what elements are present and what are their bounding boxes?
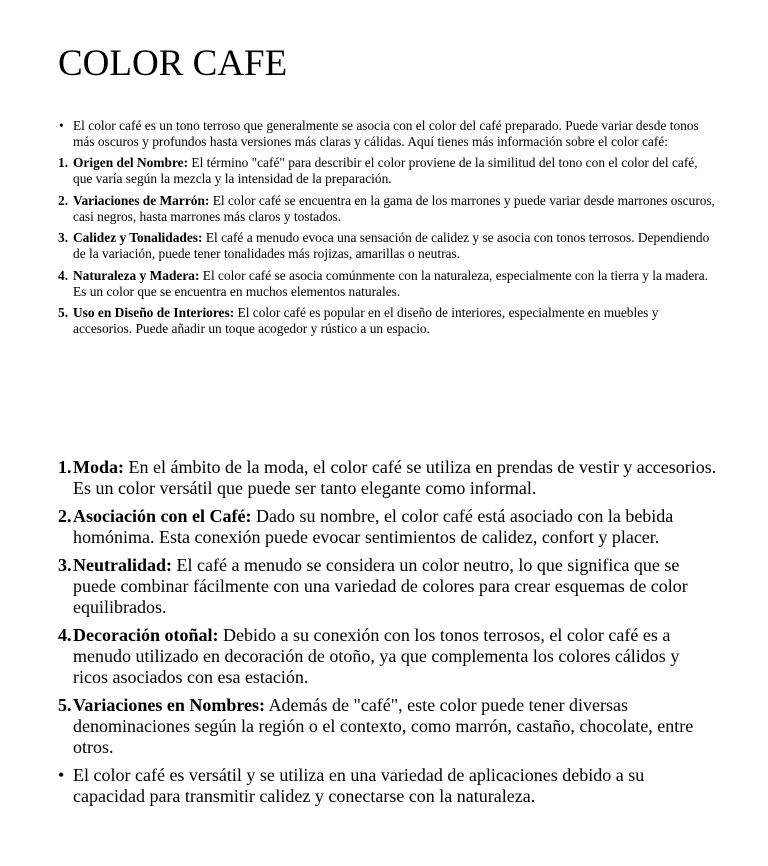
list-item [58,457,718,499]
list-term: Decoración otoñal: [73,625,219,645]
list-item [58,268,718,299]
list-item [58,305,718,336]
list-term: Naturaleza y Madera: [73,267,200,283]
list-number: 2. [58,506,72,526]
list-term: Variaciones de Marrón: [73,192,210,208]
list-item [58,625,718,688]
applications-section [58,457,718,814]
list-item [58,506,718,548]
list-text: En el ámbito de la moda, el color café se utiliza en prendas de vestir y accesorios. Es un color versátil que puede ser tanto elegante como informal. [73,457,717,498]
list-item [58,230,718,261]
list-term: Moda: [73,457,124,477]
closing-paragraph [58,765,718,807]
list-item [58,155,718,186]
list-text: El color café es popular en el diseño de interiores, especialmente en muebles y accesorios. Puede añadir un toque acogedor y rústico a un espacio. [73,305,659,337]
page-title: COLOR CAFE [58,43,288,84]
bullet-icon: • [58,765,65,785]
intro-paragraph [58,118,718,149]
list-text: El café a menudo se considera un color neutro, lo que significa que se puede combinar fácilmente con una variedad de colores para crear esquemas de color equilibrados. [73,555,688,617]
list-text: Debido a su conexión con los tonos terrosos, el color café es a menudo utilizado en decoración de otoño, ya que complementa los colores cálidos y ricos asociados con esa estación. [73,625,680,687]
list-term: Calidez y Tonalidades: [73,230,203,246]
list-number: 3. [58,555,72,575]
list-text: El color café se encuentra en la gama de los marrones y puede variar desde marrones oscuros, casi negros, hasta marrones más claros y tostados. [73,192,716,224]
list-item [58,555,718,618]
list-item [58,695,718,758]
closing-text: El color café es versátil y se utiliza en una variedad de aplicaciones debido a su capacidad para transmitir calidez y conectarse con la naturaleza. [73,765,645,806]
list-term: Variaciones en Nombres: [73,695,265,715]
list-text: El término "café" para describir el color proviene de la similitud del tono con el color del café, que varía según la mezcla y la intensidad de la preparación. [73,155,698,187]
list-text: El café a menudo evoca una sensación de calidez y se asocia con tonos terrosos. Dependiendo de la variación, puede tener tonalidades más rojizas, amarillas o neutras. [73,230,710,262]
list-text: Dado su nombre, el color café está asociado con la bebida homónima. Esta conexión puede evocar sentimientos de calidez, confort y placer. [73,506,674,547]
list-number: 1. [58,155,69,171]
list-number: 1. [58,457,72,477]
list-number: 5. [58,695,72,715]
list-number: 2. [58,192,69,208]
bullet-icon: • [59,118,64,133]
list-number: 3. [58,230,69,246]
list-term: Asociación con el Café: [73,506,252,526]
intro-text: El color café es un tono terroso que generalmente se asocia con el color del café preparado. Puede variar desde tonos más oscuros y profundos hasta versiones más claras y cálidas. Aquí tienes más información sobre el color café: [73,118,699,149]
list-text: El color café se asocia comúnmente con la naturaleza, especialmente con la tierra y la madera. Es un color que se encuentra en muchos elementos naturales. [73,267,709,299]
list-number: 4. [58,267,69,283]
list-item [58,193,718,224]
list-term: Uso en Diseño de Interiores: [73,305,235,321]
list-number: 5. [58,305,69,321]
list-term: Neutralidad: [73,555,172,575]
list-term: Origen del Nombre: [73,155,189,171]
list-number: 4. [58,625,72,645]
list-text: Además de "café", este color puede tener diversas denominaciones según la región o el contexto, como marrón, castaño, chocolate, entre otros. [73,695,694,757]
intro-section [58,118,718,343]
